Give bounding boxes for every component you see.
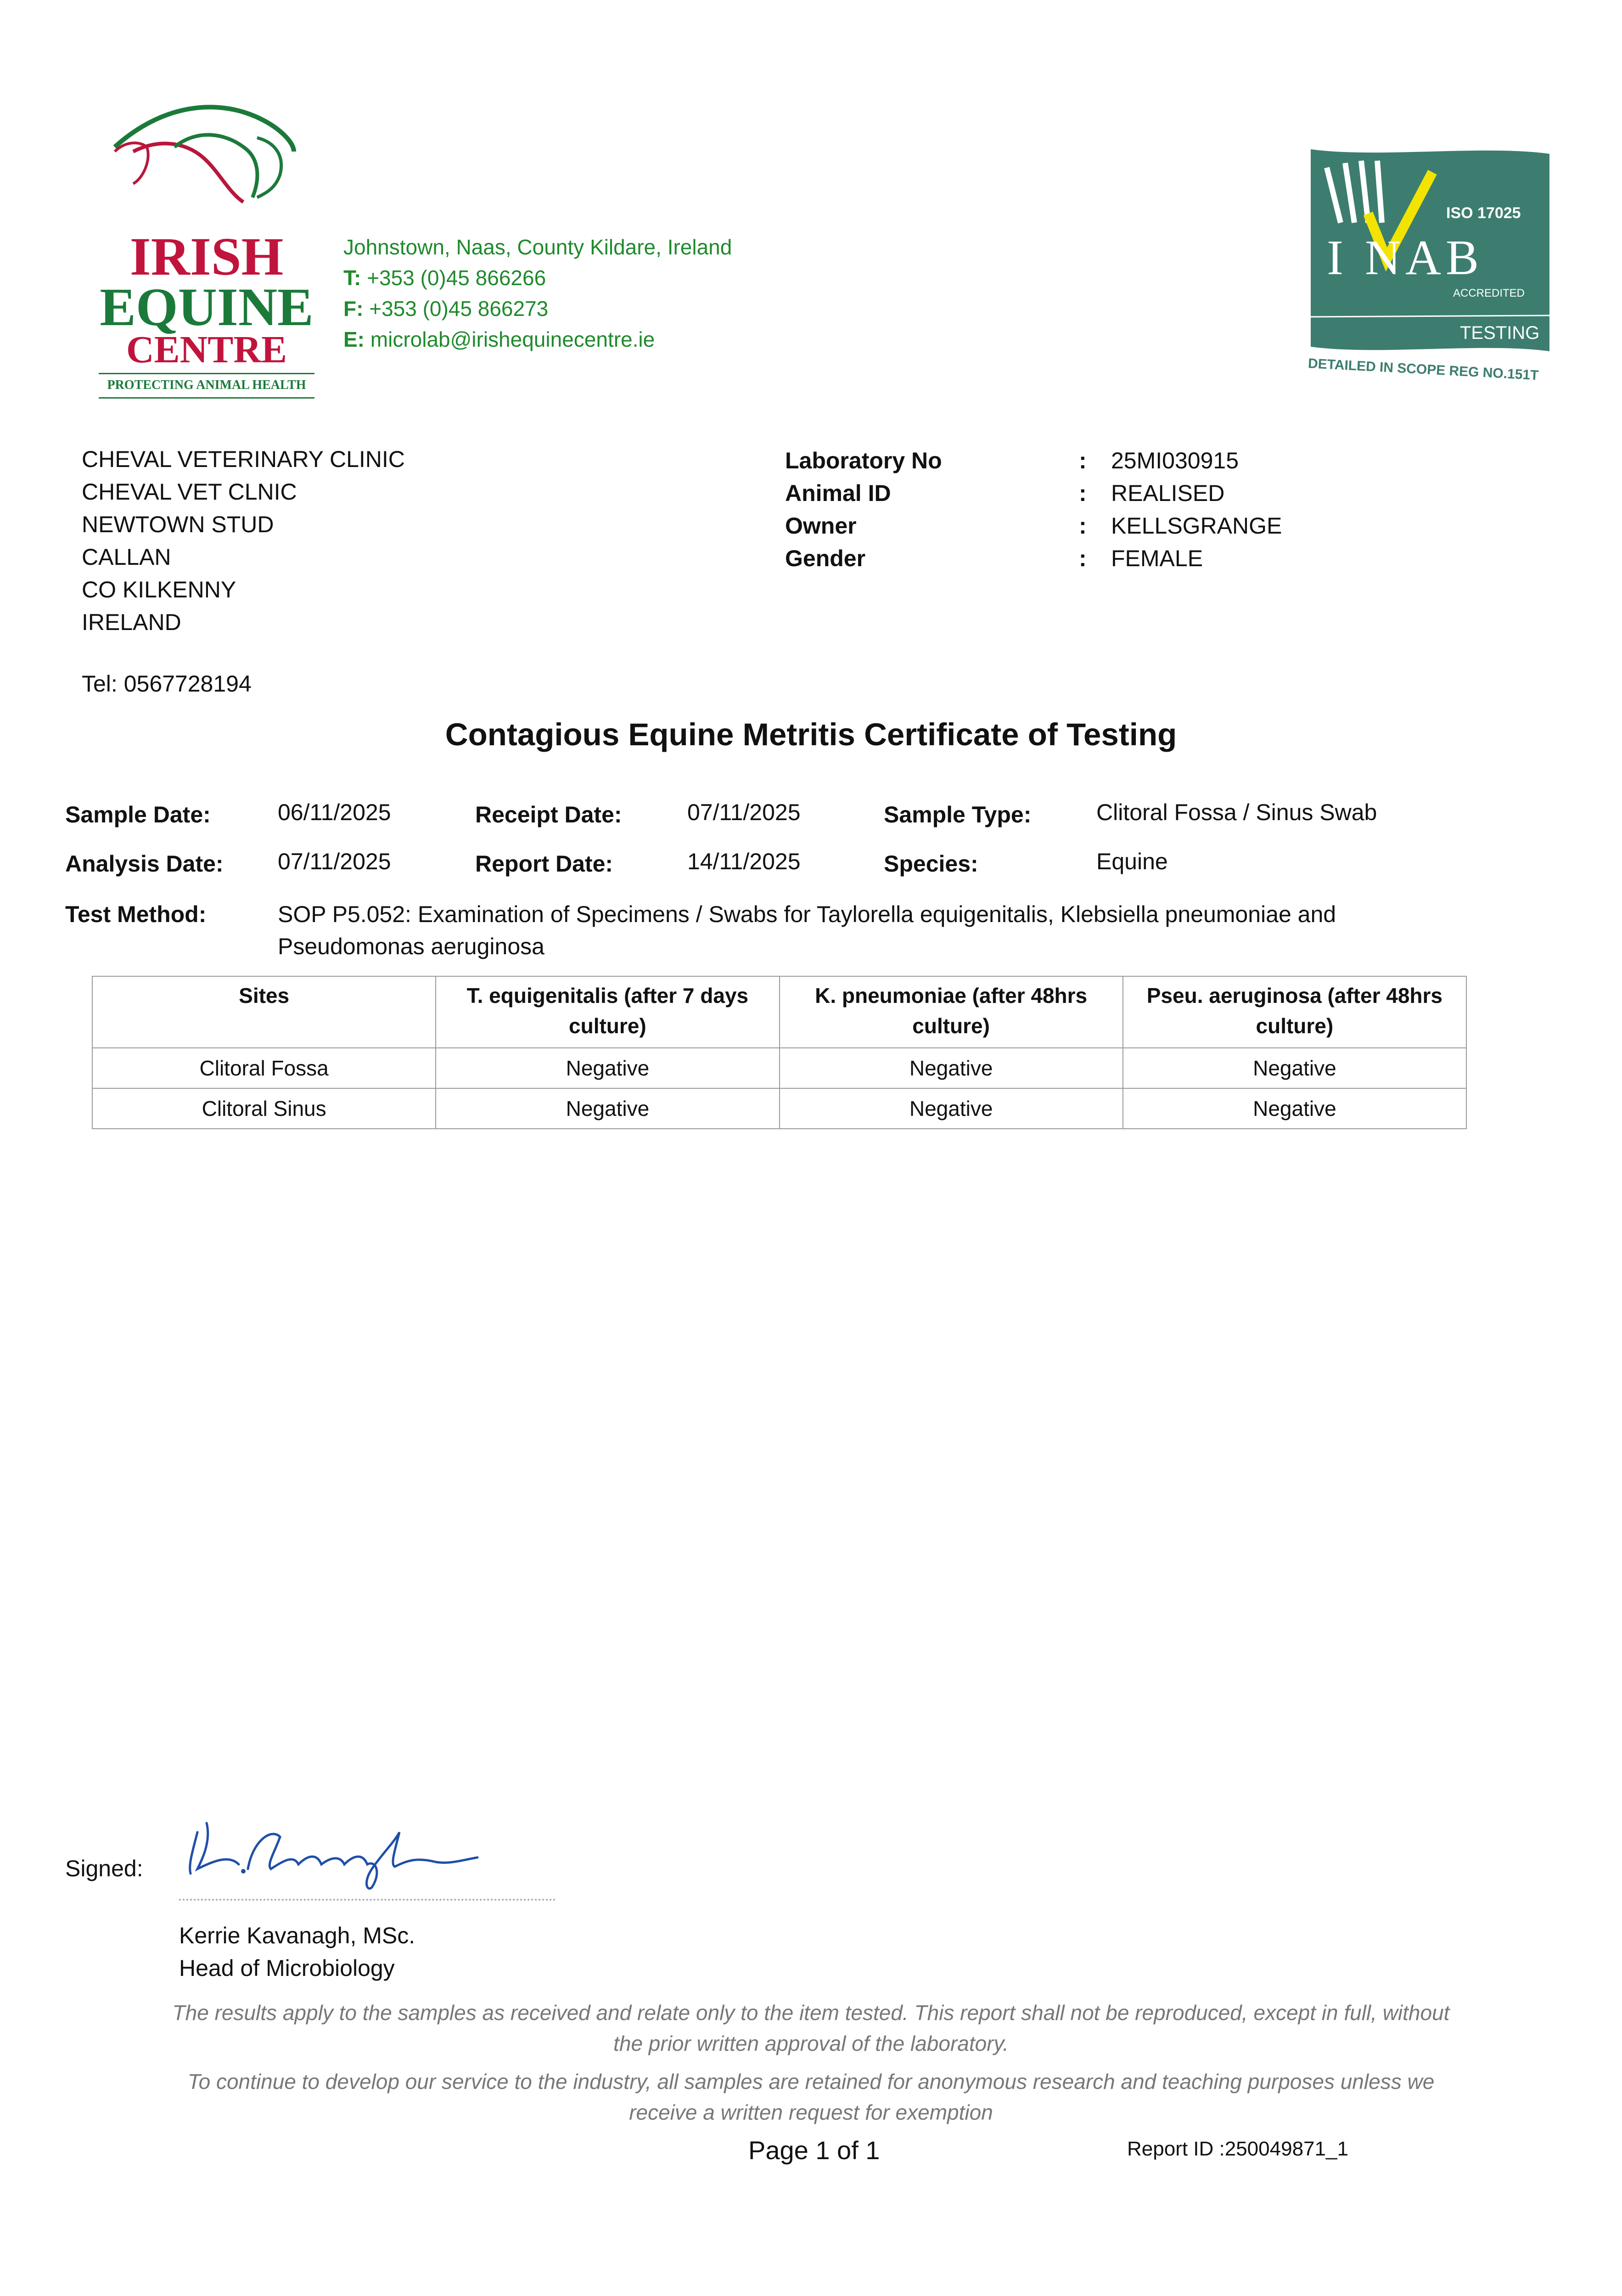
signer-role: Head of Microbiology <box>179 1955 395 1981</box>
table-cell: Clitoral Sinus <box>92 1088 436 1129</box>
disclaimer-reproduction <box>133 1998 1489 2059</box>
signature-image <box>179 1814 500 1892</box>
phone-label: T: <box>343 266 361 290</box>
lab-info-label: Gender <box>785 546 866 571</box>
table-cell: Negative <box>1123 1048 1466 1088</box>
lab-info-row: Gender : FEMALE <box>785 542 1282 575</box>
lab-info-row: Laboratory No : 25MI030915 <box>785 445 1282 477</box>
fax-label: F: <box>343 297 364 321</box>
receipt-date-value: 07/11/2025 <box>687 799 801 825</box>
email-label: E: <box>343 327 365 351</box>
table-cell: Negative <box>1123 1088 1466 1129</box>
testing-label: TESTING <box>1460 323 1540 343</box>
signer-block <box>179 1919 415 1985</box>
report-date-label: Report Date: <box>475 851 613 877</box>
table-cell: Clitoral Fossa <box>92 1048 436 1088</box>
logo-tagline: PROTECTING ANIMAL HEALTH <box>107 378 306 392</box>
client-address <box>82 443 405 639</box>
table-header-row <box>92 976 1466 1048</box>
table-cell: Negative <box>436 1048 779 1088</box>
lab-info-row: Animal ID : REALISED <box>785 477 1282 510</box>
page-number: Page 1 of 1 <box>748 2136 880 2165</box>
logo-irish: IRISH <box>129 226 284 287</box>
org-contact <box>343 232 732 355</box>
column-header: K. pneumoniae (after 48hrs culture) <box>780 976 1123 1048</box>
test-method-line1: SOP P5.052: Examination of Specimens / Swabs for Taylorella equigenitalis, Klebsiella pneumoniae and <box>278 901 1336 927</box>
lab-info-label: Owner <box>785 513 857 539</box>
disclaimer-line: To continue to develop our service to the industry, all samples are retained for anonymous research and teaching purposes unless we <box>187 2070 1435 2093</box>
client-line: NEWTOWN STUD <box>82 512 274 537</box>
logo-centre: CENTRE <box>126 328 287 371</box>
horse-logo-icon <box>106 92 308 207</box>
test-method-line2: Pseudomonas aeruginosa <box>278 934 544 959</box>
iso-label: ISO 17025 <box>1446 204 1521 222</box>
table-cell: Negative <box>436 1088 779 1129</box>
client-line: IRELAND <box>82 609 181 635</box>
disclaimer-research <box>133 2066 1489 2128</box>
scope-label: DETAILED IN SCOPE REG NO.151T <box>1308 356 1539 383</box>
sample-type-label: Sample Type: <box>884 802 1032 827</box>
table-cell: Negative <box>780 1088 1123 1129</box>
table-row <box>92 1048 1466 1088</box>
inab-brand: I NAB <box>1327 231 1483 285</box>
client-line: CALLAN <box>82 544 171 570</box>
org-address: Johnstown, Naas, County Kildare, Ireland <box>343 235 732 259</box>
inab-accreditation-badge <box>1308 149 1552 383</box>
analysis-date-value: 07/11/2025 <box>278 849 391 874</box>
sample-date-value: 06/11/2025 <box>278 799 391 825</box>
column-header: T. equigenitalis (after 7 days culture) <box>436 976 779 1048</box>
signer-name: Kerrie Kavanagh, MSc. <box>179 1923 415 1948</box>
lab-info-label: Laboratory No <box>785 448 942 473</box>
accredited-label: ACCREDITED <box>1453 287 1525 299</box>
disclaimer-line: The results apply to the samples as received and relate only to the item tested. This report shall not be reproduced, except in full, without <box>172 2001 1450 2025</box>
report-id: Report ID :250049871_1 <box>1127 2138 1348 2160</box>
test-method-label: Test Method: <box>65 901 207 927</box>
org-fax: +353 (0)45 866273 <box>369 297 549 321</box>
table-cell: Negative <box>780 1048 1123 1088</box>
signature-line <box>179 1899 556 1901</box>
sample-date-label: Sample Date: <box>65 802 211 827</box>
lab-info-value: FEMALE <box>1111 546 1203 571</box>
client-line: CHEVAL VETERINARY CLINIC <box>82 446 405 472</box>
lab-info-value: 25MI030915 <box>1111 448 1239 473</box>
logo-equine: EQUINE <box>100 277 314 337</box>
client-line: CHEVAL VET CLNIC <box>82 479 297 505</box>
org-phone: +353 (0)45 866266 <box>367 266 546 290</box>
signed-label: Signed: <box>65 1856 143 1881</box>
species-value: Equine <box>1096 849 1168 874</box>
column-header: Sites <box>92 976 436 1048</box>
irish-equine-centre-logo <box>87 92 326 404</box>
disclaimer-line: receive a written request for exemption <box>629 2100 993 2124</box>
client-tel: Tel: 0567728194 <box>82 671 252 697</box>
results-table <box>92 976 1467 1129</box>
org-email: microlab@irishequinecentre.ie <box>370 327 655 351</box>
report-date-value: 14/11/2025 <box>687 849 801 874</box>
analysis-date-label: Analysis Date: <box>65 851 224 877</box>
lab-info-label: Animal ID <box>785 480 891 506</box>
column-header: Pseu. aeruginosa (after 48hrs culture) <box>1123 976 1466 1048</box>
certificate-title: Contagious Equine Metritis Certificate of Testing <box>445 717 1177 752</box>
lab-info-value: REALISED <box>1111 480 1225 506</box>
species-label: Species: <box>884 851 978 877</box>
sample-type-value: Clitoral Fossa / Sinus Swab <box>1096 799 1377 825</box>
lab-info-value: KELLSGRANGE <box>1111 513 1282 539</box>
table-row <box>92 1088 1466 1129</box>
lab-info <box>785 445 1282 575</box>
receipt-date-label: Receipt Date: <box>475 802 622 827</box>
lab-info-row: Owner : KELLSGRANGE <box>785 510 1282 542</box>
disclaimer-line: the prior written approval of the laboratory. <box>613 2032 1009 2055</box>
client-line: CO KILKENNY <box>82 577 236 602</box>
